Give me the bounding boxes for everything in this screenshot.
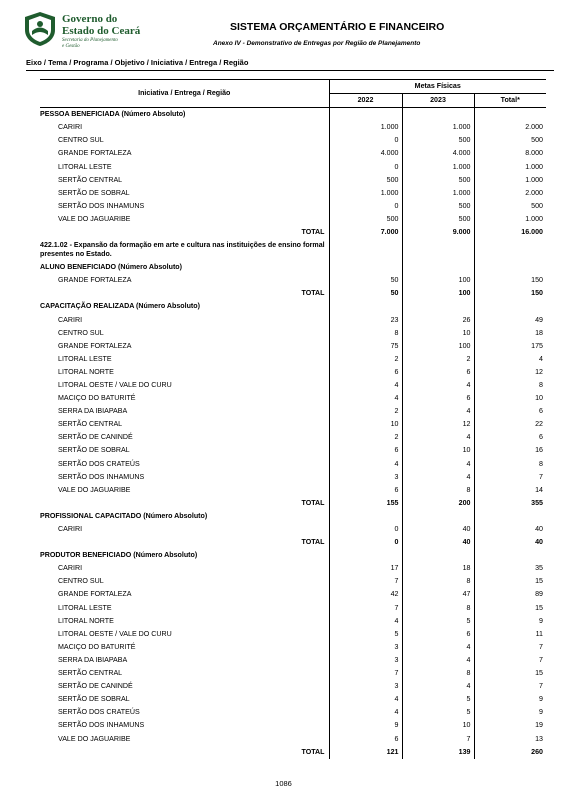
empty-cell [402, 239, 474, 261]
col-header-2022: 2022 [329, 94, 402, 108]
value-2022: 3 [329, 641, 402, 654]
value-total: 1.000 [474, 213, 546, 226]
total-row [40, 497, 546, 510]
region-row [40, 174, 546, 187]
total-total: 150 [474, 287, 546, 300]
region-name: MACIÇO DO BATURITÉ [58, 642, 136, 651]
system-title: SISTEMA ORÇAMENTÁRIO E FINANCEIRO [230, 21, 445, 33]
value-total: 2.000 [474, 187, 546, 200]
delivery-title: PESSOA BENEFICIADA (Número Absoluto) [40, 110, 186, 119]
value-2023: 4.000 [402, 147, 474, 160]
value-2023: 4 [402, 458, 474, 471]
value-2022: 500 [329, 174, 402, 187]
region-row [40, 706, 546, 719]
value-2022: 7 [329, 667, 402, 680]
value-2022: 2 [329, 431, 402, 444]
value-total: 7 [474, 654, 546, 667]
value-total: 22 [474, 418, 546, 431]
region-row [40, 602, 546, 615]
value-total: 10 [474, 392, 546, 405]
value-total: 9 [474, 615, 546, 628]
region-row [40, 147, 546, 160]
region-row [40, 628, 546, 641]
delivery-group-row [40, 510, 546, 523]
col-header-total: Total* [474, 94, 546, 108]
table-body [40, 108, 546, 759]
region-row [40, 213, 546, 226]
value-total: 14 [474, 484, 546, 497]
total-2022: 0 [329, 536, 402, 549]
region-row [40, 134, 546, 147]
region-name: LITORAL LESTE [58, 603, 112, 612]
region-name: LITORAL LESTE [58, 354, 112, 363]
initiative-title: 422.1.02 - Expansão da formação em arte e cultura nas instituições de ensino formal presentes no Estado. [40, 241, 325, 259]
value-total: 15 [474, 602, 546, 615]
value-2023: 4 [402, 405, 474, 418]
total-total: 355 [474, 497, 546, 510]
gov-secretariat-line2: e Gestão [62, 44, 80, 49]
value-2022: 2 [329, 405, 402, 418]
empty-cell [329, 239, 402, 261]
value-2023: 8 [402, 575, 474, 588]
value-total: 150 [474, 274, 546, 287]
value-2022: 1.000 [329, 121, 402, 134]
region-name: GRANDE FORTALEZA [58, 590, 132, 599]
value-2022: 4 [329, 458, 402, 471]
total-2022: 121 [329, 746, 402, 759]
value-2023: 4 [402, 471, 474, 484]
value-2023: 40 [402, 523, 474, 536]
empty-cell [474, 261, 546, 274]
value-total: 8 [474, 379, 546, 392]
empty-cell [329, 261, 402, 274]
col-header-2023: 2023 [402, 94, 474, 108]
region-row [40, 615, 546, 628]
region-name: LITORAL LESTE [58, 162, 112, 171]
region-row [40, 405, 546, 418]
region-row [40, 562, 546, 575]
value-total: 49 [474, 314, 546, 327]
value-2022: 500 [329, 213, 402, 226]
value-2023: 8 [402, 667, 474, 680]
empty-cell [402, 510, 474, 523]
region-name: CENTRO SUL [58, 136, 104, 145]
value-2022: 10 [329, 418, 402, 431]
value-2022: 3 [329, 471, 402, 484]
deliveries-table [40, 79, 546, 759]
total-row [40, 746, 546, 759]
value-total: 4 [474, 353, 546, 366]
delivery-title: CAPACITAÇÃO REALIZADA (Número Absoluto) [40, 302, 200, 311]
value-2022: 0 [329, 134, 402, 147]
value-total: 7 [474, 471, 546, 484]
region-name: SERTÃO DE SOBRAL [58, 695, 130, 704]
region-name: CARIRI [58, 564, 83, 573]
region-row [40, 353, 546, 366]
region-name: LITORAL OESTE / VALE DO CURU [58, 380, 172, 389]
total-2022: 7.000 [329, 226, 402, 239]
total-total: 40 [474, 536, 546, 549]
region-name: SERTÃO CENTRAL [58, 420, 123, 429]
value-total: 40 [474, 523, 546, 536]
region-name: VALE DO JAGUARIBE [58, 214, 131, 223]
value-2022: 6 [329, 366, 402, 379]
value-2023: 8 [402, 484, 474, 497]
region-row [40, 161, 546, 174]
value-total: 8.000 [474, 147, 546, 160]
region-name: SERRA DA IBIAPABA [58, 407, 128, 416]
value-2023: 100 [402, 340, 474, 353]
value-2022: 4 [329, 706, 402, 719]
value-2022: 8 [329, 327, 402, 340]
value-total: 6 [474, 405, 546, 418]
value-2022: 5 [329, 628, 402, 641]
value-2022: 2 [329, 353, 402, 366]
value-total: 1.000 [474, 161, 546, 174]
value-2022: 6 [329, 484, 402, 497]
region-name: CARIRI [58, 525, 83, 533]
region-name: GRANDE FORTALEZA [58, 276, 132, 285]
delivery-group-row [40, 261, 546, 274]
total-label: TOTAL [301, 228, 325, 237]
region-name: VALE DO JAGUARIBE [58, 734, 131, 743]
region-name: VALE DO JAGUARIBE [58, 485, 131, 494]
region-name: SERTÃO DOS INHAMUNS [58, 472, 145, 481]
value-total: 19 [474, 719, 546, 732]
value-total: 8 [474, 458, 546, 471]
value-total: 175 [474, 340, 546, 353]
value-total: 16 [474, 444, 546, 457]
region-row [40, 733, 546, 746]
value-2022: 4 [329, 693, 402, 706]
total-row [40, 536, 546, 549]
empty-cell [402, 108, 474, 122]
region-name: SERTÃO DOS INHAMUNS [58, 721, 145, 730]
region-row [40, 693, 546, 706]
initiative-row [40, 239, 546, 261]
region-row [40, 314, 546, 327]
region-name: SERTÃO DE CANINDÉ [58, 682, 133, 691]
empty-cell [329, 300, 402, 313]
value-2023: 4 [402, 431, 474, 444]
empty-cell [329, 549, 402, 562]
value-2023: 5 [402, 615, 474, 628]
total-2022: 50 [329, 287, 402, 300]
value-2022: 75 [329, 340, 402, 353]
region-name: SERTÃO CENTRAL [58, 175, 123, 184]
region-row [40, 327, 546, 340]
region-name: LITORAL NORTE [58, 367, 114, 376]
value-2023: 100 [402, 274, 474, 287]
region-name: SERTÃO DOS INHAMUNS [58, 201, 145, 210]
value-2022: 9 [329, 719, 402, 732]
total-row [40, 226, 546, 239]
region-name: GRANDE FORTALEZA [58, 149, 132, 158]
region-name: SERTÃO DOS CRATEÚS [58, 708, 140, 717]
gov-secretariat-line1: Secretaria do Planejamento [62, 38, 118, 43]
value-total: 11 [474, 628, 546, 641]
value-total: 500 [474, 134, 546, 147]
delivery-group-row [40, 108, 546, 122]
value-total: 7 [474, 641, 546, 654]
region-row [40, 121, 546, 134]
region-row [40, 654, 546, 667]
value-2022: 4.000 [329, 147, 402, 160]
value-2023: 26 [402, 314, 474, 327]
region-row [40, 458, 546, 471]
region-row [40, 187, 546, 200]
region-row [40, 366, 546, 379]
region-row [40, 379, 546, 392]
value-2022: 17 [329, 562, 402, 575]
total-total: 260 [474, 746, 546, 759]
region-row [40, 431, 546, 444]
value-total: 9 [474, 706, 546, 719]
breadcrumb-divider [26, 70, 554, 71]
page-number: 1086 [275, 779, 292, 788]
value-total: 13 [474, 733, 546, 746]
region-row [40, 523, 546, 536]
value-total: 500 [474, 200, 546, 213]
value-2023: 6 [402, 366, 474, 379]
empty-cell [474, 108, 546, 122]
region-row [40, 200, 546, 213]
value-2022: 4 [329, 379, 402, 392]
value-2023: 47 [402, 588, 474, 601]
region-name: SERRA DA IBIAPABA [58, 655, 128, 664]
value-2022: 42 [329, 588, 402, 601]
region-row [40, 575, 546, 588]
region-name: SERTÃO CENTRAL [58, 669, 123, 678]
value-total: 6 [474, 431, 546, 444]
value-2023: 10 [402, 327, 474, 340]
value-2023: 4 [402, 379, 474, 392]
delivery-title: ALUNO BENEFICIADO (Número Absoluto) [40, 263, 182, 272]
value-2023: 500 [402, 200, 474, 213]
empty-cell [329, 510, 402, 523]
value-2023: 7 [402, 733, 474, 746]
region-row [40, 418, 546, 431]
region-name: SERTÃO DE SOBRAL [58, 188, 130, 197]
value-2023: 2 [402, 353, 474, 366]
value-2023: 6 [402, 392, 474, 405]
gov-name-line1: Governo do [62, 13, 118, 25]
value-2023: 8 [402, 602, 474, 615]
value-2023: 5 [402, 693, 474, 706]
ceara-coat-of-arms-icon [22, 11, 58, 47]
region-name: CENTRO SUL [58, 328, 104, 337]
total-2023: 139 [402, 746, 474, 759]
value-2023: 4 [402, 680, 474, 693]
gov-name-line2: Estado do Ceará [62, 25, 141, 37]
empty-cell [402, 549, 474, 562]
value-total: 15 [474, 667, 546, 680]
total-2023: 100 [402, 287, 474, 300]
value-total: 35 [474, 562, 546, 575]
value-2022: 0 [329, 161, 402, 174]
value-2023: 500 [402, 213, 474, 226]
value-2022: 0 [329, 523, 402, 536]
region-row [40, 484, 546, 497]
value-2023: 6 [402, 628, 474, 641]
region-row [40, 340, 546, 353]
empty-cell [402, 300, 474, 313]
value-total: 1.000 [474, 174, 546, 187]
value-2022: 7 [329, 575, 402, 588]
delivery-group-row [40, 549, 546, 562]
empty-cell [474, 510, 546, 523]
page-header [0, 0, 567, 58]
total-label: TOTAL [301, 538, 325, 547]
value-2022: 4 [329, 392, 402, 405]
value-total: 2.000 [474, 121, 546, 134]
region-row [40, 274, 546, 287]
report-subtitle: Anexo IV - Demonstrativo de Entregas por Região de Planejamento [213, 40, 421, 47]
value-2023: 1.000 [402, 187, 474, 200]
value-2023: 4 [402, 654, 474, 667]
empty-cell [474, 549, 546, 562]
region-name: GRANDE FORTALEZA [58, 341, 132, 350]
total-label: TOTAL [301, 289, 325, 298]
value-2022: 6 [329, 733, 402, 746]
value-total: 89 [474, 588, 546, 601]
value-2023: 1.000 [402, 121, 474, 134]
region-name: CENTRO SUL [58, 577, 104, 586]
region-row [40, 719, 546, 732]
value-2022: 4 [329, 615, 402, 628]
total-2022: 155 [329, 497, 402, 510]
total-label: TOTAL [301, 498, 325, 507]
value-2023: 500 [402, 134, 474, 147]
empty-cell [402, 261, 474, 274]
region-name: SERTÃO DOS CRATEÚS [58, 459, 140, 468]
total-2023: 200 [402, 497, 474, 510]
value-2023: 18 [402, 562, 474, 575]
value-2023: 500 [402, 174, 474, 187]
value-2022: 1.000 [329, 187, 402, 200]
total-2023: 40 [402, 536, 474, 549]
delivery-group-row [40, 300, 546, 313]
region-row [40, 588, 546, 601]
region-row [40, 392, 546, 405]
col-header-initiative: Iniciativa / Entrega / Região [40, 80, 329, 108]
value-2022: 3 [329, 654, 402, 667]
region-name: CARIRI [58, 315, 83, 324]
empty-cell [474, 239, 546, 261]
region-row [40, 641, 546, 654]
value-2023: 4 [402, 641, 474, 654]
total-2023: 9.000 [402, 226, 474, 239]
empty-cell [474, 300, 546, 313]
total-label: TOTAL [301, 747, 325, 756]
value-2022: 0 [329, 200, 402, 213]
empty-cell [329, 108, 402, 122]
region-row [40, 680, 546, 693]
region-name: MACIÇO DO BATURITÉ [58, 394, 136, 403]
value-2023: 5 [402, 706, 474, 719]
value-total: 7 [474, 680, 546, 693]
region-row [40, 471, 546, 484]
delivery-title: PROFISSIONAL CAPACITADO (Número Absoluto) [40, 511, 208, 520]
value-2022: 23 [329, 314, 402, 327]
value-2022: 3 [329, 680, 402, 693]
value-2023: 12 [402, 418, 474, 431]
region-name: LITORAL OESTE / VALE DO CURU [58, 629, 172, 638]
region-name: CARIRI [58, 123, 83, 132]
value-total: 12 [474, 366, 546, 379]
value-2023: 1.000 [402, 161, 474, 174]
value-total: 9 [474, 693, 546, 706]
value-2022: 50 [329, 274, 402, 287]
value-2022: 7 [329, 602, 402, 615]
region-row [40, 667, 546, 680]
value-2022: 6 [329, 444, 402, 457]
region-name: SERTÃO DE SOBRAL [58, 446, 130, 455]
col-header-physical-targets: Metas Físicas [329, 80, 546, 94]
region-row [40, 444, 546, 457]
value-total: 18 [474, 327, 546, 340]
value-2023: 10 [402, 719, 474, 732]
breadcrumb: Eixo / Tema / Programa / Objetivo / Iniciativa / Entrega / Região [26, 58, 249, 67]
gov-secretariat [62, 38, 118, 50]
total-total: 16.000 [474, 226, 546, 239]
total-row [40, 287, 546, 300]
region-name: LITORAL NORTE [58, 616, 114, 625]
value-total: 15 [474, 575, 546, 588]
region-name: SERTÃO DE CANINDÉ [58, 433, 133, 442]
value-2023: 10 [402, 444, 474, 457]
delivery-title: PRODUTOR BENEFICIADO (Número Absoluto) [40, 551, 198, 560]
